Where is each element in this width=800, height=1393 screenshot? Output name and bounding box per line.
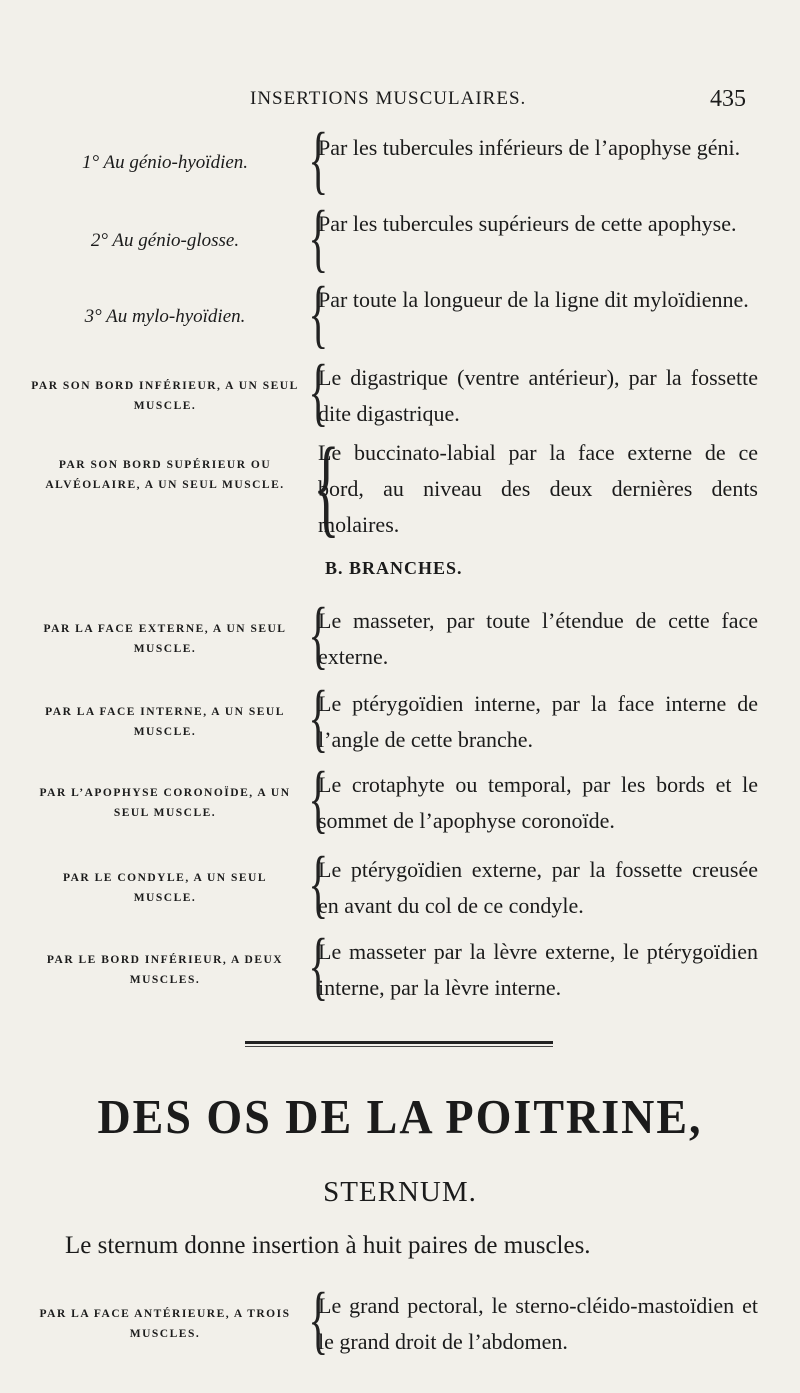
brace-icon: { — [308, 196, 329, 280]
entry-label: PAR LA FACE EXTERNE, A UN SEUL MUSCLE. — [43, 623, 287, 655]
entry-text: Le buccinato-labial par la face externe de ce bord, au niveau des deux dernières dents molaires. — [318, 440, 758, 537]
running-head: INSERTIONS MUSCULAIRES. — [250, 88, 527, 109]
entry-text: Le grand pectoral, le sterno-cléido-mastoïdien et le grand droit de l’abdomen. — [318, 1293, 758, 1354]
branches-heading: B. BRANCHES. — [325, 558, 463, 578]
brace-icon: { — [313, 425, 340, 547]
entry-text: Le ptérygoïdien interne, par la face interne de l’angle de cette branche. — [318, 691, 758, 752]
section-divider — [245, 1041, 553, 1044]
entry-text: Par les tubercules supérieurs de cette apophyse. — [318, 211, 737, 236]
entry-label: 2° Au génio-glosse. — [90, 230, 240, 251]
brace-icon: { — [308, 676, 329, 760]
entry-label: PAR LE CONDYLE, A UN SEUL MUSCLE. — [62, 872, 268, 904]
entry-text: Le digastrique (ventre antérieur), par la fossette dite digastrique. — [318, 365, 758, 426]
brace-icon: { — [308, 350, 329, 434]
entry-label: PAR L’APOPHYSE CORONOÏDE, A UN SEUL MUSCLE. — [39, 787, 291, 819]
page-number: 435 — [710, 86, 746, 112]
entry-label: PAR SON BORD INFÉRIEUR, A UN SEUL MUSCLE. — [31, 380, 299, 412]
brace-icon: { — [308, 272, 329, 356]
brace-icon: { — [308, 1278, 329, 1362]
intro-paragraph: Le sternum donne insertion à huit paires de muscles. — [65, 1232, 591, 1259]
entry-label: PAR LA FACE ANTÉRIEURE, A TROIS MUSCLES. — [39, 1308, 291, 1340]
brace-icon: { — [308, 757, 329, 841]
entry-text: Le masseter par la lèvre externe, le ptérygoïdien interne, par la lèvre interne. — [318, 939, 758, 1000]
entry-text: Le masseter, par toute l’étendue de cette face externe. — [318, 608, 758, 669]
entry-label: PAR LA FACE INTERNE, A UN SEUL MUSCLE. — [45, 706, 285, 738]
entry-label: 1° Au génio-hyoïdien. — [81, 152, 249, 173]
brace-icon: { — [308, 924, 329, 1008]
brace-icon: { — [308, 593, 329, 677]
brace-icon: { — [308, 118, 329, 202]
entry-text: Par toute la longueur de la ligne dit myloïdienne. — [318, 287, 749, 312]
entry-text: Le ptérygoïdien externe, par la fossette creusée en avant du col de ce condyle. — [318, 857, 758, 918]
entry-label: PAR LE BORD INFÉRIEUR, A DEUX MUSCLES. — [46, 954, 284, 986]
section-title: STERNUM. — [323, 1176, 477, 1208]
brace-icon: { — [308, 842, 329, 926]
entry-text: Par les tubercules inférieurs de l’apophyse géni. — [318, 135, 741, 160]
entry-text: Le crotaphyte ou temporal, par les bords et le sommet de l’apophyse coronoïde. — [318, 772, 758, 833]
entry-label: PAR SON BORD SUPÉRIEUR OU ALVÉOLAIRE, A UN SEUL MUSCLE. — [45, 459, 285, 491]
entry-label: 3° Au mylo-hyoïdien. — [84, 306, 246, 327]
chapter-title: DES OS DE LA POITRINE, — [97, 1089, 703, 1144]
